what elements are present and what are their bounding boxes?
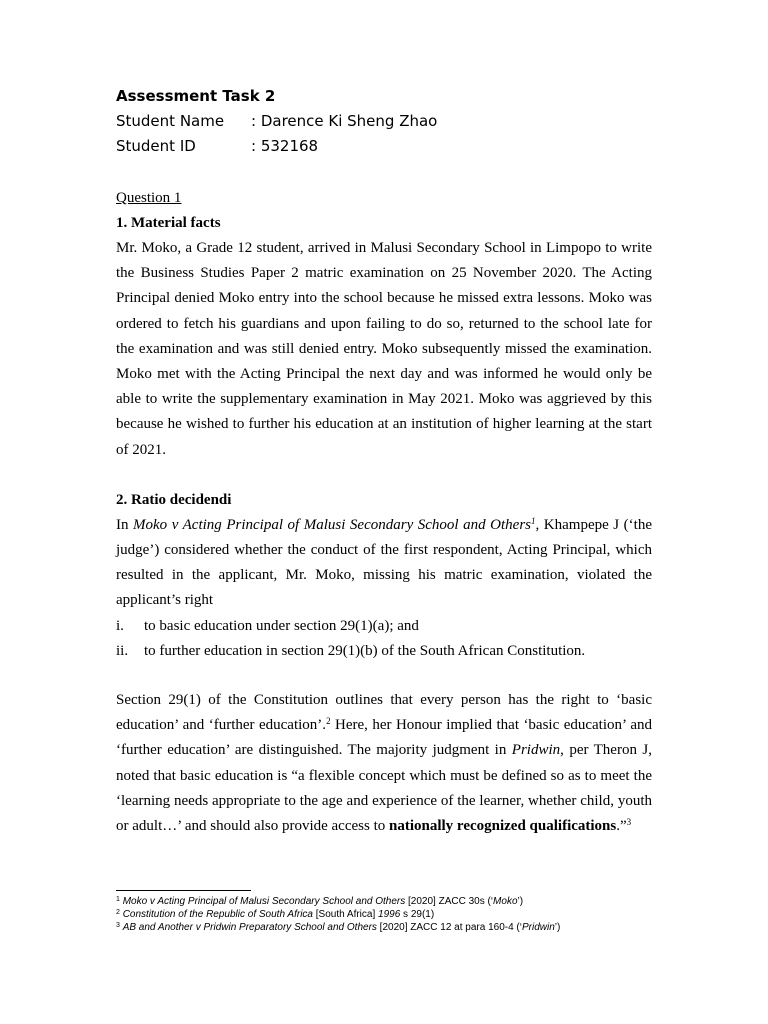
- ratio-paragraph-2: Section 29(1) of the Constitution outlines that every person has the right to ‘basic education’ and ‘further education’.$^2$ Here, her Honour implied that ‘basic education’ and ‘further education’ are distinguished. The majority judgment in Pridwin, per Theron J, noted that basic education is “a flexible concept which must be defined so as to meet the ‘learning needs appropriate to the age and experience of the learner, whether child, youth or adult…’ and should also provide access to nationally recognized qualifications.”$^3$: [116, 692, 652, 835]
- footnote-ref-1[interactable]: 1: [531, 515, 536, 526]
- list-item: [116, 639, 652, 664]
- footnote-ref-2[interactable]: 2: [326, 716, 331, 727]
- bold-phrase: nationally recognized qualifications: [389, 818, 617, 835]
- footnote-1: $^1$ Moko v Acting Principal of Malusi Secondary School and Others [2020] ZACC 30s (‘Moko’): [116, 896, 524, 907]
- footnote-3: $^3$ AB and Another v Pridwin Preparatory School and Others [2020] ZACC 12 at para 160-4 (‘Pridwin’): [116, 922, 561, 933]
- document-title: Assessment Task 2: [116, 87, 276, 105]
- footnotes: [116, 895, 656, 934]
- student-id-row: [116, 134, 652, 159]
- ratio-paragraph-1: In Moko v Acting Principal of Malusi Secondary School and Others$^1$, Khampepe J (‘the judge’) considered whether the conduct of the first respondent, Acting Principal, which resulted in the applicant, Mr. Moko, missing his matric examination, violated the applicant’s right: [116, 515, 652, 609]
- question-heading: Question 1: [116, 190, 182, 206]
- case-name-moko: Moko v Acting Principal of Malusi Secondary School and Others: [133, 516, 531, 533]
- list-number: ii.: [116, 642, 129, 659]
- student-name-label: Student Name: [116, 112, 225, 130]
- footnote-2: $^2$ Constitution of the Republic of South Africa [South Africa] 1996 s 29(1): [116, 909, 435, 920]
- student-id-label: Student ID: [116, 137, 196, 155]
- student-id-value: : 532168: [251, 137, 319, 155]
- student-name-row: [116, 109, 652, 134]
- footnote-separator: [116, 890, 251, 891]
- list-item: [116, 614, 652, 639]
- material-facts-heading: 1. Material facts: [116, 215, 221, 231]
- document-page: [116, 84, 652, 839]
- case-name-pridwin: Pridwin: [511, 742, 561, 759]
- list-number: i.: [116, 617, 124, 634]
- footnote-ref-3[interactable]: 3: [626, 817, 632, 828]
- list-text: to further education in section 29(1)(b) of the South African Constitution.: [144, 642, 586, 659]
- list-text: to basic education under section 29(1)(a); and: [144, 617, 419, 634]
- student-name-value: : Darence Ki Sheng Zhao: [251, 112, 438, 130]
- material-facts-paragraph: Mr. Moko, a Grade 12 student, arrived in Malusi Secondary School in Limpopo to write the Business Studies Paper 2 matric examination on 25 November 2020. The Acting Principal denied Moko entry into the school because he missed extra lessons. Moko was ordered to fetch his guardians and upon failing to do so, returned to the school late for the examination and was still denied entry. Moko subsequently missed the examination. Moko met with the Acting Principal the next day and was informed he would only be able to write the supplementary examination in May 2021. Moko was aggrieved by this because he wished to further his education at an institution of higher learning at the start of 2021.: [116, 240, 652, 458]
- ratio-decidendi-heading: 2. Ratio decidendi: [116, 491, 232, 508]
